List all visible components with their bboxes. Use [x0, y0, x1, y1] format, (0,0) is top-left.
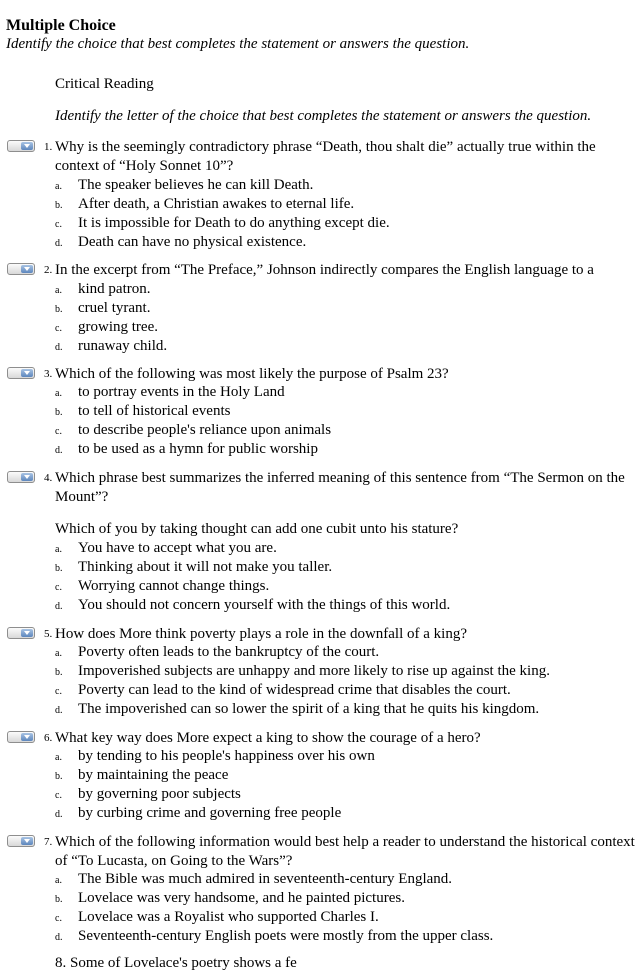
- option-letter: b.: [55, 407, 63, 418]
- option-letter: d.: [55, 601, 63, 612]
- option-letter: d.: [55, 809, 63, 820]
- option-text: The speaker believes he can kill Death.: [78, 177, 314, 193]
- question-number: 5.: [44, 628, 53, 640]
- dropdown-arrow-icon: [21, 629, 33, 637]
- option-letter: b.: [55, 667, 63, 678]
- question-stem: Why is the seemingly contradictory phrase “Death, thou shalt die” actually true within the context of “Holy Sonnet 10”?: [55, 139, 596, 174]
- option-text: by governing poor subjects: [78, 786, 241, 802]
- option-text: cruel tyrant.: [78, 300, 151, 316]
- dropdown-arrow-icon: [21, 142, 33, 150]
- option-letter: a.: [55, 752, 62, 763]
- option-letter: b.: [55, 304, 63, 315]
- section-title: Critical Reading: [55, 76, 154, 92]
- option-letter: b.: [55, 563, 63, 574]
- dropdown-arrow-icon: [21, 473, 33, 481]
- option-text: Death can have no physical existence.: [78, 234, 307, 250]
- option-text: After death, a Christian awakes to eternal life.: [78, 196, 355, 212]
- question-stem: Which of the following was most likely the purpose of Psalm 23?: [55, 366, 449, 382]
- option-letter: a.: [55, 388, 62, 399]
- option-letter: b.: [55, 894, 63, 905]
- option-text: to portray events in the Holy Land: [78, 384, 285, 400]
- option-letter: a.: [55, 285, 62, 296]
- page-instructions: Identify the choice that best completes the statement or answers the question.: [6, 36, 470, 52]
- option-letter: b.: [55, 771, 63, 782]
- option-letter: d.: [55, 342, 63, 353]
- option-text: by tending to his people's happiness over his own: [78, 748, 375, 764]
- option-text: Seventeenth-century English poets were mostly from the upper class.: [78, 928, 494, 944]
- dropdown-arrow-icon: [21, 369, 33, 377]
- option-text: You have to accept what you are.: [78, 540, 277, 556]
- option-text: by curbing crime and governing free people: [78, 805, 342, 821]
- option-letter: b.: [55, 200, 63, 211]
- question-stem: In the excerpt from “The Preface,” Johnson indirectly compares the English language to a: [55, 262, 594, 278]
- option-letter: c.: [55, 790, 62, 801]
- dropdown-arrow-icon: [21, 265, 33, 273]
- option-text: kind patron.: [78, 281, 151, 297]
- option-text: Thinking about it will not make you taller.: [78, 559, 333, 575]
- option-letter: a.: [55, 181, 62, 192]
- quoted-passage: Which of you by taking thought can add one cubit unto his stature?: [55, 521, 459, 537]
- option-text: runaway child.: [78, 338, 168, 354]
- question-stem: What key way does More expect a king to show the courage of a hero?: [55, 730, 481, 746]
- option-letter: c.: [55, 913, 62, 924]
- option-letter: a.: [55, 544, 62, 555]
- option-text: Impoverished subjects are unhappy and more likely to rise up against the king.: [78, 663, 550, 679]
- section-instructions: Identify the letter of the choice that best completes the statement or answers the question.: [55, 108, 592, 124]
- option-text: It is impossible for Death to do anything except die.: [78, 215, 390, 231]
- question-stem: Which phrase best summarizes the inferred meaning of this sentence from “The Sermon on the Mount”?: [55, 470, 625, 505]
- answer-select-3[interactable]: [7, 367, 35, 379]
- option-letter: d.: [55, 705, 63, 716]
- option-letter: d.: [55, 932, 63, 943]
- next-question-partial: 8. Some of Lovelace's poetry shows a fe: [55, 955, 297, 971]
- option-letter: c.: [55, 323, 62, 334]
- option-text: Lovelace was a Royalist who supported Charles I.: [78, 909, 379, 925]
- question-number: 4.: [44, 472, 53, 484]
- question-number: 2.: [44, 264, 53, 276]
- option-text: by maintaining the peace: [78, 767, 229, 783]
- option-text: Poverty often leads to the bankruptcy of the court.: [78, 644, 380, 660]
- answer-select-7[interactable]: [7, 835, 35, 847]
- page-title: Multiple Choice: [6, 17, 116, 34]
- option-letter: a.: [55, 875, 62, 886]
- question-number: 6.: [44, 732, 53, 744]
- question-number: 1.: [44, 141, 53, 153]
- option-text: Poverty can lead to the kind of widespread crime that disables the court.: [78, 682, 511, 698]
- question-number: 7.: [44, 836, 53, 848]
- option-letter: a.: [55, 648, 62, 659]
- dropdown-arrow-icon: [21, 837, 33, 845]
- answer-select-5[interactable]: [7, 627, 35, 639]
- option-text: growing tree.: [78, 319, 158, 335]
- option-text: to be used as a hymn for public worship: [78, 441, 318, 457]
- option-text: You should not concern yourself with the things of this world.: [78, 597, 451, 613]
- question-number: 3.: [44, 368, 53, 380]
- option-letter: c.: [55, 219, 62, 230]
- option-text: The impoverished can so lower the spirit of a king that he quits his kingdom.: [78, 701, 540, 717]
- dropdown-arrow-icon: [21, 733, 33, 741]
- question-stem: How does More think poverty plays a role in the downfall of a king?: [55, 626, 467, 642]
- option-text: to describe people's reliance upon animals: [78, 422, 332, 438]
- option-text: The Bible was much admired in seventeenth-century England.: [78, 871, 453, 887]
- option-text: Lovelace was very handsome, and he painted pictures.: [78, 890, 405, 906]
- option-letter: d.: [55, 238, 63, 249]
- option-letter: d.: [55, 445, 63, 456]
- answer-select-1[interactable]: [7, 140, 35, 152]
- option-letter: c.: [55, 426, 62, 437]
- option-letter: c.: [55, 582, 62, 593]
- question-stem: Which of the following information would best help a reader to understand the historical context of “To Lucasta, on Going to the Wars”?: [55, 834, 635, 869]
- answer-select-6[interactable]: [7, 731, 35, 743]
- option-text: to tell of historical events: [78, 403, 231, 419]
- option-text: Worrying cannot change things.: [78, 578, 270, 594]
- answer-select-4[interactable]: [7, 471, 35, 483]
- option-letter: c.: [55, 686, 62, 697]
- answer-select-2[interactable]: [7, 263, 35, 275]
